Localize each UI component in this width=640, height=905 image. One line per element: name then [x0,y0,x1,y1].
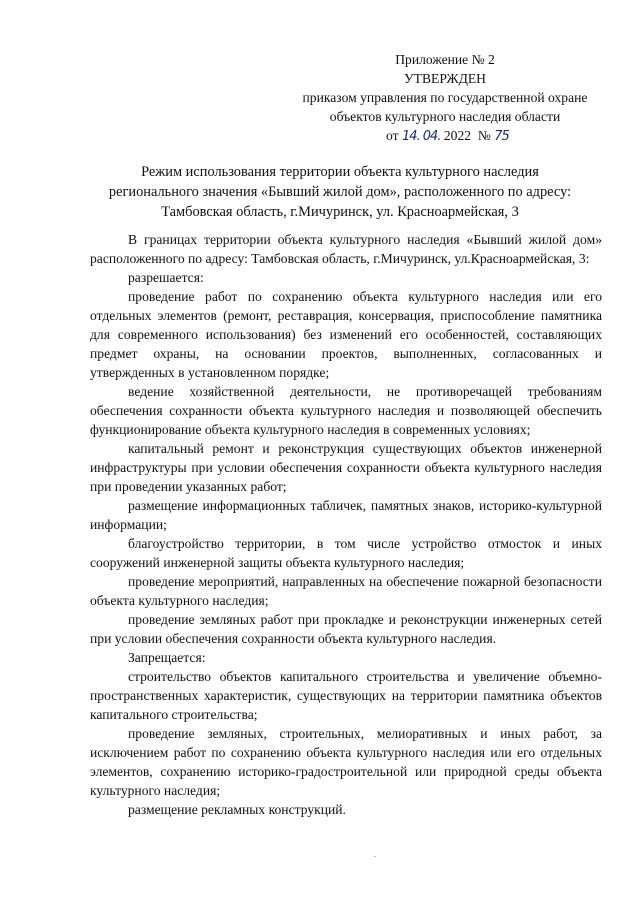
forbidden-item: проведение земляных, строительных, мелиоративных и иных работ, за исключением работ по сохранению объекта культурного наследия или его отдельных элементов, сохранению историко-градостроительной или природной среды объекта культурного наследия; [90,726,602,798]
forbidden-item: строительство объектов капитального строительства и увеличение объемно-пространственных характеристик, существующих на территории памятника объектов капитального строительства; [90,669,602,722]
approval-header [280,50,610,146]
scan-artifact [374,856,376,857]
order-issuer-line1: приказом управления по государственной охране [302,90,588,105]
title-line-2: регионального значения «Бывший жилой дом», расположенного по адресу: [108,184,572,200]
handwritten-number: 75 [494,129,509,144]
forbidden-item: размещение рекламных конструкций. [128,802,346,817]
forbidden-heading: Запрещается: [128,650,206,665]
date-prefix: от [386,128,399,143]
order-issuer-line2: объектов культурного наследия области [329,109,561,124]
allowed-item: проведение работ по сохранению объекта культурного наследия или его отдельных элементов (ремонт, реставрация, консервация, приспособление памятника для современного использования) без изменений его особенностей, составляющих предмет охраны, на основании проектов, выполненных, согласованных и утвержденных в установленном порядке; [90,289,602,380]
allowed-heading: разрешается: [128,270,204,285]
appendix-number: Приложение № 2 [395,52,495,67]
order-date-number [280,126,610,146]
allowed-item: капитальный ремонт и реконструкция существующих объектов инженерной инфраструктуры при условии обеспечения сохранности объекта культурного наследия при проведении указанных работ; [90,441,602,494]
allowed-item: ведение хозяйственной деятельности, не противоречащей требованиям обеспечения сохранности объекта культурного наследия и позволяющей обеспечить функционирование объекта культурного наследия в современных условиях; [90,384,602,437]
allowed-item: благоустройство территории, в том числе устройство отмосток и иных сооружений инженерной защиты объекта культурного наследия; [90,536,602,570]
allowed-item: проведение мероприятий, направленных на обеспечение пожарной безопасности объекта культурного наследия; [90,574,602,608]
number-prefix: № [477,128,491,143]
document-body [90,230,602,819]
approved-label: УТВЕРЖДЕН [404,71,486,86]
handwritten-date: 14. 04. [401,129,441,144]
title-line-1: Режим использования территории объекта культурного наследия [141,164,539,180]
document-title [80,162,600,222]
allowed-item: размещение информационных табличек, памятных знаков, историко-культурной информации; [90,498,602,532]
allowed-item: проведение земляных работ при прокладке и реконструкции инженерных сетей при условии обеспечения сохранности объекта культурного наследия. [90,612,602,646]
title-line-3: Тамбовская область, г.Мичуринск, ул. Красноармейская, 3 [161,204,519,220]
order-year: 2022 [443,128,472,143]
intro-paragraph: В границах территории объекта культурного наследия «Бывший жилой дом» расположенного по адресу: Тамбовская область, г.Мичуринск, ул.Красноармейская, 3: [90,232,602,266]
